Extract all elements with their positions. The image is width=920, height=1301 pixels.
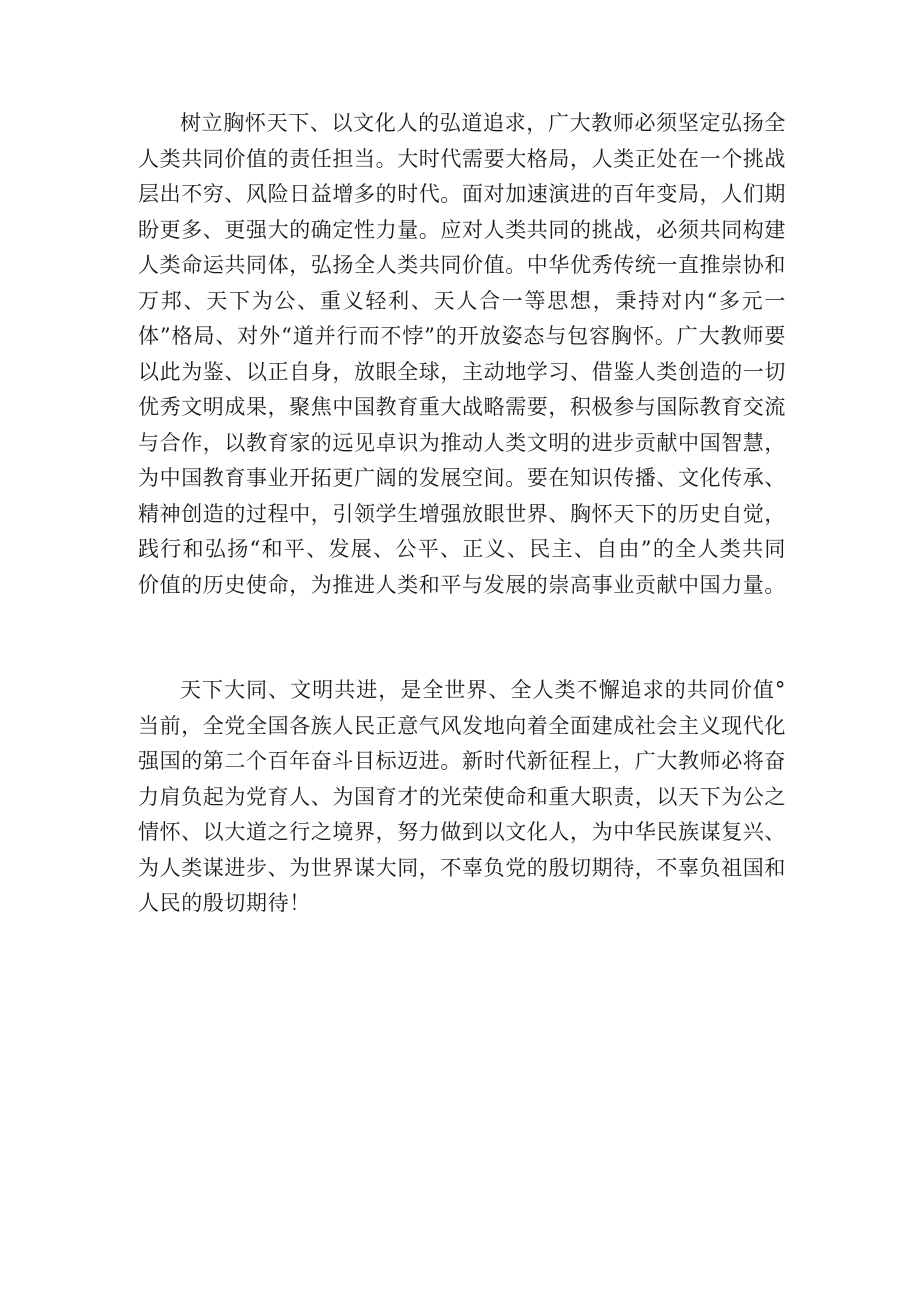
- paragraph-1: 树立胸怀天下、以文化人的弘道追求，广大教师必须坚定弘扬全人类共同价值的责任担当。大时代需要大格局，人类正处在一个挑战层出不穷、风险日益增多的时代。面对加速演进的百年变局，人们期盼更多、更强大的确定性力量。应对人类共同的挑战，必须共同构建人类命运共同体，弘扬全人类共同价值。中华优秀传统一直推崇协和万邦、天下为公、重义轻利、天人合一等思想，秉持对内“多元一体”格局、对外“道并行而不悖”的开放姿态与包容胸怀。广大教师要以此为鉴、以正自身，放眼全球，主动地学习、借鉴人类创造的一切优秀文明成果，聚焦中国教育重大战略需要，积极参与国际教育交流与合作，以教育家的远见卓识为推动人类文明的进步贡献中国智慧，为中国教育事业开拓更广阔的发展空间。要在知识传播、文化传承、精神创造的过程中，引领学生增强放眼世界、胸怀天下的历史自觉，践行和弘扬“和平、发展、公平、正义、民主、自由”的全人类共同价值的历史使命，为推进人类和平与发展的崇高事业贡献中国力量。: [138, 111, 786, 597]
- document-body: [138, 106, 786, 922]
- paragraph-2: 天下大同、文明共进，是全世界、全人类不懈追求的共同价值°当前，全党全国各族人民正意气风发地向着全面建成社会主义现代化强国的第二个百年奋斗目标迈进。新时代新征程上，广大教师必将奋力肩负起为党育人、为国育才的光荣使命和重大职责，以天下为公之情怀、以大道之行之境界，努力做到以文化人，为中华民族谋复兴、为人类谋进步、为世界谋大同，不辜负党的殷切期待，不辜负祖国和人民的殷切期待！: [138, 678, 786, 915]
